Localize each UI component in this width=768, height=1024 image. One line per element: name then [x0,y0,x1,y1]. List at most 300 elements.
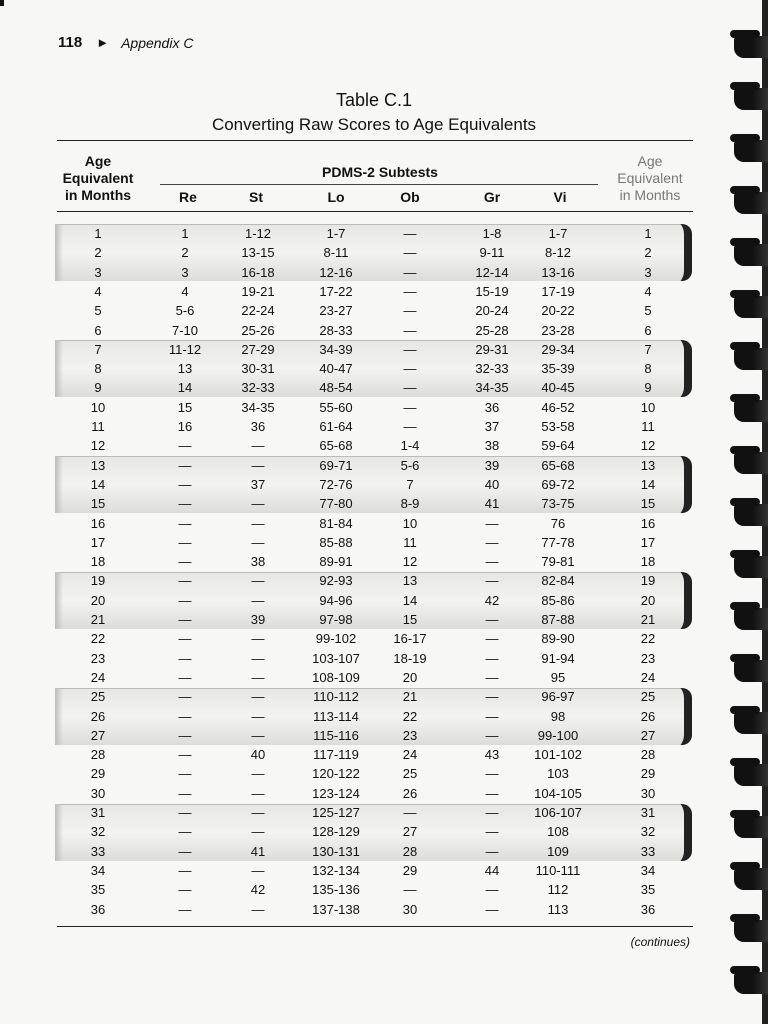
table-row [0,245,768,264]
cell-lo: 17-22 [319,283,353,299]
cell-lo: 72-76 [319,476,353,492]
cell-st: — [251,708,265,724]
cell-ob: — [403,419,417,434]
cell-age-right: 26 [640,708,656,724]
cell-lo: 92-93 [319,573,353,589]
cell-age-right: 11 [641,419,655,434]
cell-vi: 101-102 [534,747,582,763]
table-row [0,631,768,650]
cell-ob: — [403,245,417,261]
cell-st: — [251,785,265,801]
left-age-header-line2: Equivalent [62,170,134,186]
cell-vi: 59-64 [541,438,575,454]
cell-age-left: 30 [90,785,106,801]
cell-re: — [178,515,192,531]
cell-gr: 40 [484,476,500,492]
cell-re: 7-10 [171,322,199,338]
cell-re: — [178,785,192,801]
cell-ob: 10 [402,515,418,531]
top-rule [57,140,693,141]
cell-gr: — [485,708,499,724]
table-row [0,651,768,670]
cell-lo: 34-39 [319,341,353,357]
cell-age-left: 12 [90,438,106,454]
corner-mark [0,0,4,6]
continues-note: (continues) [630,935,690,949]
cell-ob: 13 [402,573,418,589]
cell-ob: 8-9 [400,496,420,512]
spiral-coil [734,140,768,162]
cell-vi: 53-58 [541,419,575,434]
table-row [0,709,768,728]
cell-gr: — [485,534,499,550]
cell-vi: 23-28 [541,322,575,338]
cell-ob: — [403,882,417,898]
cell-age-right: 5 [644,303,652,319]
cell-lo: 28-33 [319,322,353,338]
cell-age-right: 18 [640,554,656,570]
table-row [0,265,768,284]
cell-age-right: 31 [640,805,656,820]
cell-age-right: 30 [640,785,656,801]
cell-re: — [178,689,192,705]
cell-age-right: 20 [640,592,656,608]
cell-vi: 103 [547,766,569,782]
cell-age-right: 24 [640,669,656,685]
spiral-coil [734,764,768,786]
cell-age-left: 8 [94,361,102,377]
cell-re: — [178,476,192,492]
cell-age-left: 20 [90,592,106,608]
cell-vi: 109 [547,843,569,859]
cell-re: 2 [181,245,189,261]
cell-ob: — [403,805,417,820]
cell-ob: 12 [402,554,418,570]
cell-gr: 36 [484,399,500,415]
spiral-coil [734,816,768,838]
cell-st: — [251,496,265,512]
col-header-gr: Gr [483,189,501,205]
cell-age-left: 2 [94,245,102,261]
cell-st: 40 [250,747,266,763]
spiral-coil [734,88,768,110]
cell-age-right: 9 [644,380,652,396]
table-row [0,824,768,843]
cell-ob: — [403,361,417,377]
cell-st: 34-35 [241,399,275,415]
cell-st: — [251,727,265,743]
cell-age-left: 4 [94,283,102,299]
cell-vi: 77-78 [541,534,575,550]
cell-lo: 110-112 [313,689,359,705]
page-number: 118 [58,34,83,51]
cell-vi: 20-22 [541,303,575,319]
spiral-coil [734,868,768,890]
table-row [0,766,768,785]
cell-st: — [251,862,265,878]
cell-vi: 65-68 [541,457,575,473]
cell-age-right: 21 [640,612,656,627]
cell-gr: — [485,612,499,627]
cell-age-right: 7 [644,341,652,357]
cell-ob: 21 [402,689,418,705]
spiral-coil [734,972,768,994]
cell-ob: — [403,380,417,396]
cell-lo: 69-71 [319,457,353,473]
cell-age-left: 22 [90,631,106,647]
cell-st: 27-29 [241,341,275,357]
cell-st: — [251,438,265,454]
cell-st: — [251,766,265,782]
right-age-header-line2: Equivalent [617,170,683,186]
cell-age-left: 27 [90,727,106,743]
cell-age-right: 16 [640,515,656,531]
cell-age-left: 36 [90,901,106,917]
cell-vi: 79-81 [541,554,575,570]
table-row [0,516,768,535]
cell-re: — [178,534,192,550]
cell-age-left: 32 [90,824,106,840]
cell-age-left: 6 [94,322,102,338]
table-row [0,226,768,245]
cell-age-right: 22 [640,631,656,647]
cell-lo: 94-96 [319,592,353,608]
cell-age-left: 13 [90,457,106,473]
cell-age-right: 28 [640,747,656,763]
cell-re: — [178,612,192,627]
table-row [0,477,768,496]
cell-st: — [251,689,265,705]
cell-ob: 25 [402,766,418,782]
table-row [0,284,768,303]
cell-vi: 29-34 [541,341,575,357]
cell-age-right: 2 [644,245,652,261]
cell-ob: 23 [402,727,418,743]
cell-age-right: 29 [640,766,656,782]
col-header-vi: Vi [553,189,567,205]
table-row [0,844,768,863]
cell-lo: 61-64 [319,419,353,434]
cell-gr: 15-19 [475,283,509,299]
cell-st: 30-31 [241,361,275,377]
cell-ob: 14 [402,592,418,608]
cell-gr: 42 [484,592,500,608]
cell-st: — [251,457,265,473]
cell-ob: 30 [402,901,418,917]
cell-age-right: 10 [640,399,656,415]
table-title-block [0,90,748,135]
table-row [0,303,768,322]
table-row [0,882,768,901]
cell-ob: — [403,399,417,415]
cell-gr: 41 [484,496,500,512]
cell-vi: 89-90 [541,631,575,647]
table-row [0,342,768,361]
cell-vi: 82-84 [541,573,575,589]
cell-re: — [178,747,192,763]
cell-ob: 20 [402,669,418,685]
cell-age-left: 23 [90,650,106,666]
cell-gr: 34-35 [475,380,509,396]
cell-age-left: 14 [90,476,106,492]
cell-gr: 44 [484,862,500,878]
cell-gr: — [485,631,499,647]
cell-st: — [251,805,265,820]
cell-lo: 40-47 [319,361,353,377]
cell-re: 1 [181,226,189,241]
cell-re: 5-6 [175,303,195,319]
cell-st: 16-18 [241,264,275,280]
arrow-icon: ► [96,35,110,50]
cell-re: — [178,824,192,840]
cell-re: — [178,592,192,608]
cell-age-right: 14 [640,476,656,492]
cell-age-left: 18 [90,554,106,570]
cell-re: — [178,862,192,878]
cell-vi: 46-52 [541,399,575,415]
spiral-coil [734,660,768,682]
col-header-lo: Lo [327,189,345,205]
header-rule [57,211,693,212]
cell-vi: 106-107 [534,805,582,820]
table-row [0,902,768,921]
table-row [0,380,768,399]
cell-vi: 85-86 [541,592,575,608]
table-row [0,728,768,747]
cell-st: — [251,669,265,685]
cell-age-right: 27 [640,727,656,743]
cell-gr: 43 [484,747,500,763]
table-row [0,438,768,457]
cell-st: 36 [250,419,266,434]
cell-st: 38 [250,554,266,570]
table-subtitle: Converting Raw Scores to Age Equivalents [211,115,537,134]
right-age-header-line3: in Months [619,187,681,203]
cell-age-left: 24 [90,669,106,685]
cell-age-right: 36 [640,901,656,917]
cell-age-left: 17 [90,534,106,550]
cell-st: 13-15 [241,245,275,261]
spiral-coil [734,920,768,942]
table-row [0,458,768,477]
cell-ob: 27 [402,824,418,840]
cell-st: — [251,631,265,647]
cell-re: — [178,882,192,898]
table-row [0,670,768,689]
cell-age-right: 8 [644,361,652,377]
page-header [58,34,193,51]
table-row [0,863,768,882]
cell-gr: 1-8 [482,226,502,241]
cell-age-right: 23 [640,650,656,666]
cell-lo: 23-27 [319,303,353,319]
cell-age-left: 29 [90,766,106,782]
cell-st: 42 [250,882,266,898]
cell-lo: 117-119 [313,747,359,763]
cell-st: 41 [250,843,266,859]
cell-gr: 32-33 [475,361,509,377]
cell-age-left: 28 [90,747,106,763]
spiral-coil [734,504,768,526]
cell-vi: 13-16 [541,264,575,280]
cell-age-left: 21 [90,612,106,627]
cell-gr: — [485,573,499,589]
cell-st: 25-26 [241,322,275,338]
cell-st: — [251,534,265,550]
cell-re: — [178,805,192,820]
table-row [0,805,768,824]
cell-lo: 55-60 [319,399,353,415]
cell-lo: 135-136 [312,882,360,898]
cell-vi: 95 [550,669,566,685]
section-label: Appendix C [121,34,194,51]
cell-gr: 29-31 [475,341,509,357]
subtest-rule [160,184,598,185]
cell-st: — [251,573,265,589]
cell-gr: — [485,901,499,917]
cell-lo: 48-54 [319,380,353,396]
cell-age-left: 10 [90,399,106,415]
cell-re: 15 [177,399,193,415]
cell-lo: 99-102 [315,631,357,647]
cell-vi: 108 [547,824,569,840]
cell-age-left: 31 [90,805,106,820]
col-header-ob: Ob [400,189,420,205]
cell-ob: 26 [402,785,418,801]
cell-lo: 108-109 [312,669,360,685]
cell-ob: 18-19 [393,650,427,666]
cell-age-left: 11 [91,419,105,434]
cell-age-left: 35 [90,882,106,898]
cell-age-right: 12 [640,438,656,454]
spiral-coil [734,244,768,266]
cell-ob: — [403,226,417,241]
cell-ob: — [403,283,417,299]
cell-ob: 29 [402,862,418,878]
table-row [0,361,768,380]
cell-ob: 7 [406,476,414,492]
bottom-rule [57,926,693,927]
table-row [0,747,768,766]
cell-gr: — [485,766,499,782]
cell-ob: — [403,303,417,319]
cell-lo: 1-7 [326,226,346,241]
left-age-header-line3: in Months [64,187,132,203]
cell-lo: 12-16 [319,264,353,280]
cell-gr: 25-28 [475,322,509,338]
cell-age-right: 32 [640,824,656,840]
cell-lo: 113-114 [313,708,359,724]
cell-st: — [251,824,265,840]
cell-age-left: 34 [90,862,106,878]
cell-age-right: 3 [644,264,652,280]
cell-age-left: 1 [94,226,102,241]
cell-gr: — [485,669,499,685]
cell-ob: 1-4 [400,438,420,454]
cell-age-left: 26 [90,708,106,724]
cell-age-right: 19 [640,573,656,589]
cell-re: 14 [177,380,193,396]
spiral-coil [734,608,768,630]
cell-lo: 137-138 [312,901,360,917]
cell-lo: 125-127 [312,805,360,820]
cell-re: — [178,438,192,454]
cell-gr: — [485,554,499,570]
cell-vi: 40-45 [541,380,575,396]
right-age-header-line1: Age [637,153,663,169]
cell-re: — [178,573,192,589]
cell-age-right: 33 [640,843,656,859]
cell-re: — [178,650,192,666]
left-age-header-line1: Age [84,153,112,169]
cell-age-left: 16 [90,515,106,531]
cell-lo: 77-80 [319,496,353,512]
cell-re: — [178,554,192,570]
cell-gr: — [485,785,499,801]
cell-gr: 37 [484,419,500,434]
cell-st: 39 [250,612,266,627]
cell-vi: 96-97 [541,689,575,705]
cell-age-left: 25 [90,689,106,705]
cell-age-left: 15 [90,496,106,512]
cell-age-left: 7 [94,341,102,357]
cell-st: 1-12 [244,226,272,241]
cell-vi: 1-7 [548,226,568,241]
cell-re: — [178,708,192,724]
cell-st: 22-24 [241,303,275,319]
cell-gr: — [485,843,499,859]
cell-gr: 20-24 [475,303,509,319]
cell-ob: 16-17 [393,631,427,647]
cell-vi: 113 [547,901,569,917]
cell-ob: 22 [402,708,418,724]
cell-re: — [178,457,192,473]
cell-lo: 132-134 [312,862,360,878]
cell-age-right: 4 [644,283,652,299]
spiral-coil [734,556,768,578]
cell-vi: 87-88 [541,612,575,627]
cell-lo: 89-91 [319,554,353,570]
table-row [0,419,768,438]
cell-age-left: 5 [94,303,102,319]
cell-lo: 65-68 [319,438,353,454]
spiral-coil [734,452,768,474]
cell-vi: 17-19 [541,283,575,299]
cell-st: — [251,515,265,531]
cell-gr: — [485,515,499,531]
cell-gr: — [485,882,499,898]
cell-age-left: 33 [90,843,106,859]
cell-vi: 110-111 [535,862,581,878]
table-row [0,689,768,708]
table-title: Table C.1 [335,90,413,110]
cell-age-right: 13 [640,457,656,473]
left-age-header [55,153,141,204]
spiral-coil [734,296,768,318]
cell-age-left: 19 [90,573,106,589]
cell-lo: 103-107 [312,650,360,666]
spiral-coil [734,712,768,734]
cell-st: — [251,650,265,666]
spiral-coil [734,348,768,370]
table-row [0,554,768,573]
table-row [0,535,768,554]
cell-lo: 123-124 [312,785,360,801]
cell-st: — [251,592,265,608]
cell-ob: 28 [402,843,418,859]
cell-age-right: 17 [640,534,656,550]
cell-gr: 12-14 [475,264,509,280]
